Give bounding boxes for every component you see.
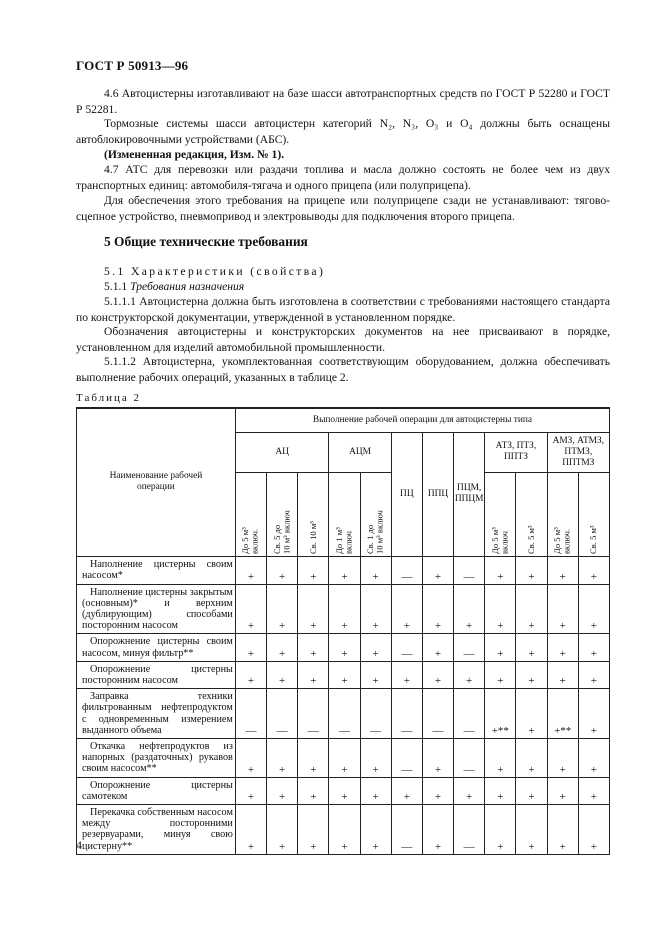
header-group-ppc: ППЦ (422, 432, 453, 556)
table-cell: + (329, 661, 360, 688)
table-cell: + (391, 777, 422, 804)
table-cell: + (578, 738, 609, 777)
table-cell: + (267, 777, 298, 804)
table-cell: + (235, 804, 266, 854)
table-cell: + (298, 634, 329, 661)
table-cell: + (267, 661, 298, 688)
table-cell: — (454, 689, 485, 739)
table-cell: + (485, 738, 516, 777)
paragraph-5-1-1-2: 5.1.1.2 Автоцистерна, укомплектованная соответствующим оборудованием, должна обеспечивать выполнение рабочих операций, указанных в таблице 2. (76, 355, 610, 384)
table-row (77, 584, 610, 634)
table-cell: + (329, 804, 360, 854)
subheader-text: Св. 5 до 10 м³ включ (271, 510, 292, 554)
section-title: 5 Общие технические требования (104, 234, 308, 249)
paragraph-5-1-1-1: 5.1.1.1 Автоцистерна должна быть изготовлена в соответствии с требованиями настоящего стандарта по конструкторской документации, утвержденной в установленном порядке. (76, 295, 610, 324)
table-cell: + (485, 804, 516, 854)
table-cell: + (485, 634, 516, 661)
table-cell: + (422, 556, 453, 584)
table-cell: + (298, 804, 329, 854)
table-cell: — (454, 634, 485, 661)
table-cell: + (422, 777, 453, 804)
table-cell: + (485, 661, 516, 688)
table-cell: + (516, 634, 547, 661)
table-cell: + (235, 556, 266, 584)
table-cell: + (235, 738, 266, 777)
table-cell: + (298, 738, 329, 777)
table-cell: + (360, 661, 391, 688)
subheader-text: До 5 м³ включ. (240, 527, 260, 554)
table-cell: + (516, 661, 547, 688)
operation-name: Наполнение цистерны закрытым (основным)* и верхним (дублирующим) способами посторонним насосом (77, 584, 236, 634)
table-cell: + (422, 661, 453, 688)
table-cell: + (578, 777, 609, 804)
table-row (77, 634, 610, 661)
table-cell: + (454, 584, 485, 634)
operation-name: Опорожнение цистерны своим насосом, минуя фильтр** (77, 634, 236, 661)
operation-name: Откачка нефтепродуктов из напорных (раздаточных) рукавов своим насосом** (77, 738, 236, 777)
subheader-text: Св. 5 м³ (525, 525, 536, 554)
header-group-amz: АМЗ, АТМЗ, ПТМЗ, ППТМЗ (547, 432, 609, 472)
table-row (77, 661, 610, 688)
table-cell: +** (485, 689, 516, 739)
table-cell: + (267, 556, 298, 584)
table-cell: + (516, 584, 547, 634)
table-cell: + (267, 804, 298, 854)
table-cell: + (360, 584, 391, 634)
subsection-5-1-1 (76, 279, 610, 295)
table-cell: — (391, 556, 422, 584)
subheader-text: Св. 5 м³ (588, 525, 599, 554)
table-cell: + (422, 584, 453, 634)
operation-name: Наполнение цистерны своим насосом* (77, 556, 236, 584)
document-code: ГОСТ Р 50913—96 (76, 58, 189, 73)
table-cell: — (422, 689, 453, 739)
table-cell: + (329, 738, 360, 777)
operation-name: Заправка техники фильтрованным нефтепродуктом с одновременным измерением выданного объема (77, 689, 236, 739)
table-cell: + (360, 777, 391, 804)
paragraph-4-6: 4.6 Автоцистерны изготавливают на базе шасси автотранспортных средств по ГОСТ Р 52280 и ГОСТ Р 52281. (76, 87, 610, 116)
table-cell: + (485, 777, 516, 804)
subheader-ac-up-to-5 (235, 472, 266, 556)
header-group-pcm: ПЦМ, ППЦМ (454, 432, 485, 556)
table-cell: + (422, 634, 453, 661)
table-cell: + (391, 584, 422, 634)
subheader-atz-up-to-5 (485, 472, 516, 556)
table-cell: — (267, 689, 298, 739)
table-cell: + (298, 777, 329, 804)
table-cell: — (235, 689, 266, 739)
table-cell: + (298, 584, 329, 634)
amendment-note: (Измененная редакция, Изм. № 1). (104, 148, 285, 161)
table-cell: + (329, 634, 360, 661)
table-cell: — (391, 804, 422, 854)
table-cell: + (547, 777, 578, 804)
subheader-ac-5-to-10 (267, 472, 298, 556)
table-cell: — (454, 804, 485, 854)
subheader-text: До 1 м³ включ (333, 527, 354, 554)
table-cell: + (329, 777, 360, 804)
table-row (77, 777, 610, 804)
table-cell: + (329, 584, 360, 634)
subheader-text: Св. 1 до 10 м³ включ (365, 510, 385, 554)
table-cell: + (298, 556, 329, 584)
subsection-title: Требования назначения (130, 280, 245, 293)
table-cell: + (578, 584, 609, 634)
table-cell: + (360, 804, 391, 854)
table-cell: + (547, 804, 578, 854)
table-cell: + (547, 634, 578, 661)
table-cell: + (422, 804, 453, 854)
table-cell: — (329, 689, 360, 739)
table-cell: + (267, 634, 298, 661)
subheader-acm-up-to-1 (329, 472, 360, 556)
table-cell: — (391, 634, 422, 661)
table-cell: + (516, 738, 547, 777)
paragraph-5-1-1-1-designation: Обозначения автоцистерны и конструкторских документов на нее присваивают в порядке, установленном для изделий автомобильной промышленности. (76, 325, 610, 354)
table-cell: + (516, 804, 547, 854)
subheader-amz-up-to-5 (547, 472, 578, 556)
table-cell: + (578, 556, 609, 584)
table-cell: + (516, 556, 547, 584)
table-cell: + (485, 584, 516, 634)
table-cell: + (516, 777, 547, 804)
table-cell: + (235, 777, 266, 804)
header-group-acm: АЦМ (329, 432, 391, 472)
paragraph-4-6-brakes: Тормозные системы шасси автоцистерн категорий N₂, N₃, O₃ и O₄ должны быть оснащены автоблокировочными устройствами (АБС). (76, 117, 610, 146)
table-cell: + (578, 804, 609, 854)
subheader-text: До 5 м³ включ. (552, 527, 572, 554)
table-cell: — (391, 689, 422, 739)
table-cell: + (235, 661, 266, 688)
table-cell: — (298, 689, 329, 739)
table-caption: Таблица 2 (76, 392, 142, 404)
table-cell: + (578, 634, 609, 661)
header-execution: Выполнение рабочей операции для автоцистерны типа (235, 408, 609, 432)
table-cell: + (578, 661, 609, 688)
table-cell: + (547, 556, 578, 584)
table-body (77, 556, 610, 854)
subsection-number: 5.1.1 (104, 280, 128, 293)
subheader-ac-over-10 (298, 472, 329, 556)
operations-table (76, 407, 610, 855)
table-row (77, 689, 610, 739)
table-cell: + (360, 738, 391, 777)
table-cell: — (391, 738, 422, 777)
table-cell: — (454, 738, 485, 777)
table-cell: + (578, 689, 609, 739)
operation-name: Опорожнение цистерны посторонним насосом (77, 661, 236, 688)
table-cell: + (267, 584, 298, 634)
table-row (77, 738, 610, 777)
header-group-pc: ПЦ (391, 432, 422, 556)
table-cell: +** (547, 689, 578, 739)
operation-name: Перекачка собственным насосом между посторонними резервуарами, минуя свою цистерну** (77, 804, 236, 854)
table-cell: + (547, 661, 578, 688)
operation-name: Опорожнение цистерны самотеком (77, 777, 236, 804)
table-cell: + (360, 634, 391, 661)
table-cell: + (454, 661, 485, 688)
table-cell: + (235, 584, 266, 634)
header-operation-name: Наименование рабочей операции (77, 408, 236, 556)
page-number: 4 (76, 838, 82, 852)
table-cell: — (360, 689, 391, 739)
header-group-atz: АТЗ, ПТЗ, ППТЗ (485, 432, 547, 472)
subheader-text: Св. 10 м³ (307, 521, 318, 554)
table-cell: + (547, 584, 578, 634)
table-cell: + (391, 661, 422, 688)
table-cell: + (516, 689, 547, 739)
table-cell: + (298, 661, 329, 688)
paragraph-4-7: 4.7 АТС для перевозки или раздачи топлива и масла должно состоять не более чем из двух транспортных единиц: автомобиля-тягача и одного прицепа (или полуприцепа). (76, 163, 610, 192)
table-row (77, 556, 610, 584)
paragraph-4-7-requirement: Для обеспечения этого требования на прицепе или полуприцепе сзади не устанавливают: тягово-сцепное устройство, пневмопривод и электровыводы для подключения второго прицепа. (76, 194, 610, 223)
table-cell: + (485, 556, 516, 584)
table-cell: + (422, 738, 453, 777)
table-cell: + (547, 738, 578, 777)
table-row (77, 804, 610, 854)
table-cell: + (267, 738, 298, 777)
subheader-atz-over-5 (516, 472, 547, 556)
table-cell: — (454, 556, 485, 584)
subsection-5-1: 5.1 Характеристики (свойства) (104, 265, 326, 278)
subheader-amz-over-5 (578, 472, 609, 556)
subheader-acm-1-to-10 (360, 472, 391, 556)
table-cell: + (360, 556, 391, 584)
header-group-ac: АЦ (235, 432, 329, 472)
subheader-text: До 5 м³ включ (489, 527, 510, 554)
table-cell: + (235, 634, 266, 661)
table-cell: + (454, 777, 485, 804)
table-cell: + (329, 556, 360, 584)
